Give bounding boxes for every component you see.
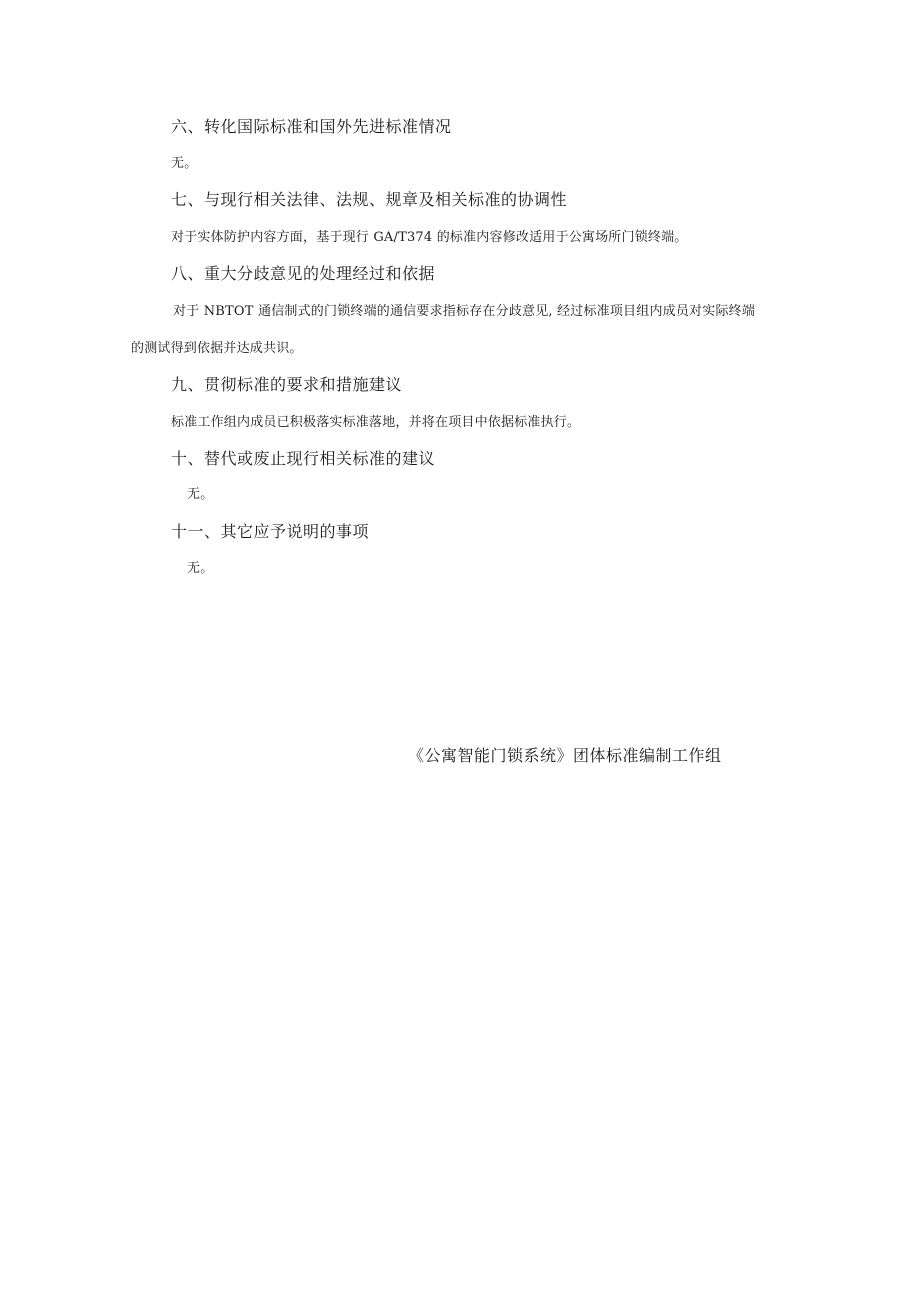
- section-8-heading: 八、重大分歧意见的处理经过和依据: [171, 264, 436, 283]
- section-11-body: 无。: [187, 561, 214, 576]
- section-11-heading: 十一、其它应予说明的事项: [171, 522, 370, 541]
- section-9-body: 标准工作组内成员已积极落实标准落地，并将在项目中依据标准执行。: [171, 415, 581, 430]
- section-8-body-line-1: 对于 NBTOT 通信制式的门锁终端的通信要求指标存在分歧意见, 经过标准项目组内成员对实际终端: [173, 304, 756, 319]
- section-6-heading: 六、转化国际标准和国外先进标准情况: [171, 117, 452, 136]
- section-6-body: 无。: [171, 156, 198, 171]
- section-10-body: 无。: [187, 487, 214, 502]
- section-10-heading: 十、替代或废止现行相关标准的建议: [171, 449, 436, 468]
- signature-line: 《公寓智能门锁系统》团体标准编制工作组: [408, 746, 722, 765]
- section-8-body-line-2: 的测试得到依据并达成共识。: [131, 341, 303, 356]
- section-9-heading: 九、贯彻标准的要求和措施建议: [171, 375, 403, 394]
- section-7-heading: 七、与现行相关法律、法规、规章及相关标准的协调性: [171, 190, 568, 209]
- section-7-body: 对于实体防护内容方面，基于现行 GA/T374 的标准内容修改适用于公寓场所门锁终端。: [171, 230, 688, 245]
